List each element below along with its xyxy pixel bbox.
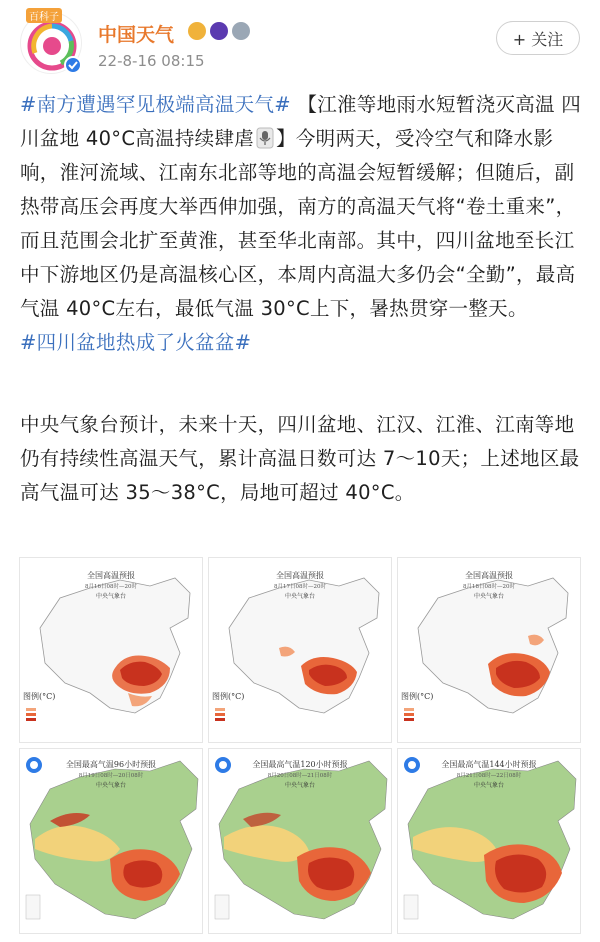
map-subtitle: 8月17日08时—20时	[274, 584, 326, 590]
map-org: 中央气象台	[284, 593, 315, 600]
map-org: 中央气象台	[95, 593, 126, 600]
avatar[interactable]	[20, 12, 82, 74]
image-grid	[19, 557, 581, 937]
forecast-map-6[interactable]	[397, 748, 581, 934]
user-name[interactable]: 中国天气	[98, 24, 175, 46]
forecast-map-1[interactable]	[19, 557, 203, 743]
crown-badge-icon	[188, 22, 206, 40]
topic-link-heat[interactable]: #南方遭遇罕见极端高温天气#	[20, 93, 291, 116]
map-title: 全国最高气温120小时预报	[252, 760, 348, 769]
map-org: 中央气象台	[95, 782, 126, 789]
map-org: 中央气象台	[284, 782, 315, 789]
map-subtitle: 8月16日08时—20时	[85, 584, 137, 590]
map-title: 全国高温预报	[87, 571, 135, 580]
map-title: 全国最高气温144小时预报	[441, 760, 537, 769]
map-title: 全国高温预报	[465, 571, 513, 580]
shield-badge-icon	[210, 22, 228, 40]
post-text-part2: 】今明两天，受冷空气和降水影响，淮河流域、江南东北部等地的高温会短暂缓解；但随后，副热带高压会再度大举西伸加强，南方的高温天气将“卷土重来”，而且范围会北扩至黄淮，甚至华北南部。其中，四川盆地至长江中下游地区仍是高温核心区，本周内高温大多仍会“全勤”，最高气温 40°C左右，最低气温 30°C上下，暑热贯穿一整天。	[20, 127, 576, 320]
map-subtitle: 8月21日08时—22日08时	[456, 773, 522, 779]
map-title: 全国最高气温96小时预报	[65, 760, 157, 769]
map-legend: 图例(°C)	[401, 692, 434, 701]
map-subtitle: 8月18日08时—20时	[463, 584, 515, 590]
forecast-map-3[interactable]	[397, 557, 581, 743]
map-org: 中央气象台	[473, 593, 504, 600]
post-time: 22-8-16 08:15	[98, 52, 205, 70]
follow-button[interactable]: + 关注	[496, 21, 580, 55]
post-text-part1: 【江淮等地雨水短暂浇灭高温 四川盆地 40°C高温持续肆虐	[20, 93, 582, 150]
map-subtitle: 8月19日08时—20日08时	[78, 773, 144, 779]
map-title: 全国高温预报	[276, 571, 324, 580]
post-text-forecast: 中央气象台预计，未来十天，四川盆地、江汉、江淮、江南等地仍有持续性高温天气，累计高温日数可达 7～10天；上述地区最高气温可达 35～38°C，局地可超过 40°C。	[20, 413, 580, 504]
medal-badge-icon	[232, 22, 250, 40]
mic-icon	[256, 126, 274, 148]
forecast-map-4[interactable]	[19, 748, 203, 934]
forecast-map-5[interactable]	[208, 748, 392, 934]
post-body	[20, 88, 582, 360]
map-org: 中央气象台	[473, 782, 504, 789]
map-legend: 图例(°C)	[23, 692, 56, 701]
topic-link-sichuan[interactable]: #四川盆地热成了火盆盆#	[20, 331, 252, 354]
avatar-tag: 百科子	[26, 8, 62, 23]
map-subtitle: 8月20日08时—21日08时	[267, 773, 333, 779]
user-badges	[188, 22, 250, 40]
post-header	[0, 0, 600, 84]
verified-icon	[64, 56, 82, 74]
forecast-map-2[interactable]	[208, 557, 392, 743]
map-legend: 图例(°C)	[212, 692, 245, 701]
